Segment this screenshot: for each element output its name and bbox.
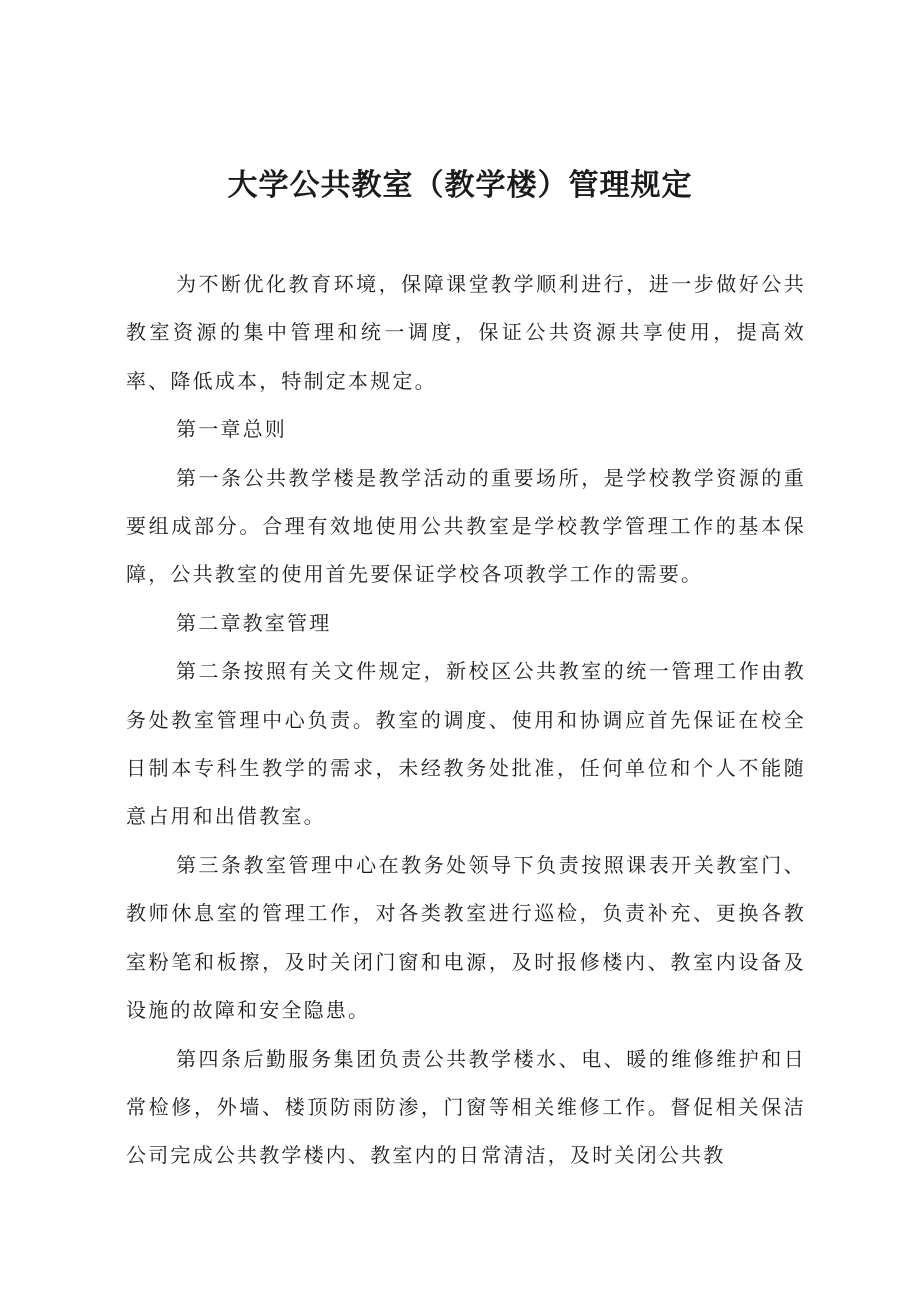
chapter-heading-general: 第一章总则 <box>176 417 287 442</box>
article-3: 第三条教室管理中心在教务处领导下负责按照课表开关教室门、教师休息室的管理工作，对各类教室进行巡检，负责补充、更换各教室粉笔和板擦，及时关闭门窗和电源，及时报修楼内、教室内设备及设施的故障和安全隐患。 <box>126 852 806 1023</box>
document-body <box>126 260 806 1180</box>
document-title: 大学公共教室（教学楼）管理规定 <box>227 168 693 203</box>
article-4: 第四条后勤服务集团负责公共教学楼水、电、暖的维修维护和日常检修，外墙、楼顶防雨防渗，门窗等相关维修工作。督促相关保洁公司完成公共教学楼内、教室内的日常清洁，及时关闭公共教 <box>126 1046 806 1168</box>
article-1: 第一条公共教学楼是教学活动的重要场所，是学校教学资源的重要组成部分。合理有效地使用公共教室是学校教学管理工作的基本保障，公共教室的使用首先要保证学校各项教学工作的需要。 <box>126 465 806 587</box>
article-2: 第二条按照有关文件规定，新校区公共教室的统一管理工作由教务处教室管理中心负责。教室的调度、使用和协调应首先保证在校全日制本专科生教学的需求，未经教务处批准，任何单位和个人不能随意占用和出借教室。 <box>126 659 806 829</box>
chapter-heading-classroom-management: 第二章教室管理 <box>176 610 332 635</box>
paragraph-intro: 为不断优化教育环境，保障课堂教学顺利进行，进一步做好公共教室资源的集中管理和统一调度，保证公共资源共享使用，提高效率、降低成本，特制定本规定。 <box>126 272 806 393</box>
